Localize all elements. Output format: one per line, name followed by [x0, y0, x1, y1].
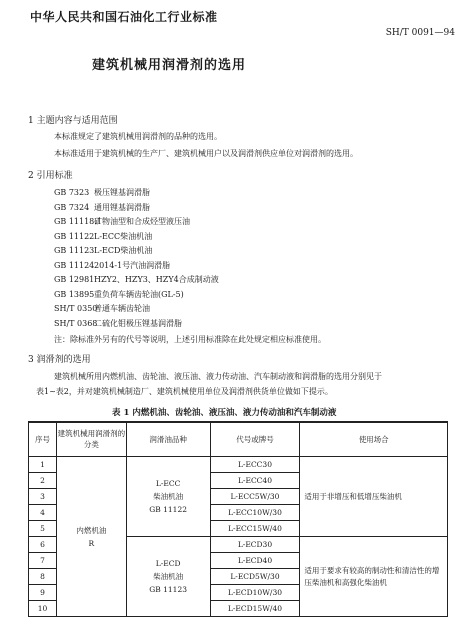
row-number: 1	[29, 457, 57, 473]
header-category: 建筑机械用润滑剂的分类	[56, 422, 126, 457]
reference-item	[54, 187, 150, 198]
row-number: 8	[29, 569, 57, 585]
lubricant-usage-table	[28, 421, 448, 617]
reference-code: GB 12981	[54, 275, 95, 284]
reference-item	[54, 245, 152, 256]
section-3-paragraph-2: 表1~表2，并对建筑机械制造厂、建筑机械使用单位及润滑剂供货单位做如下提示。	[36, 387, 333, 396]
standard-header: 中华人民共和国石油化工行业标准	[30, 10, 218, 24]
reference-code: GB 11124	[54, 260, 95, 270]
reference-item	[54, 274, 219, 285]
reference-item	[54, 260, 170, 271]
reference-name: HZY2、HZY3、HZY4合成制动液	[94, 275, 219, 284]
reference-item	[54, 303, 150, 314]
row-number: 7	[29, 553, 57, 569]
reference-name: 通用锂基润滑脂	[94, 202, 150, 212]
grade-cell: L-ECC5W/30	[210, 489, 300, 505]
row-number: 6	[29, 537, 57, 553]
row-number: 4	[29, 505, 57, 521]
reference-name: 重负荷车辆齿轮油(GL-5)	[94, 289, 184, 299]
header-serial: 序号	[29, 422, 57, 457]
row-number: 10	[29, 601, 57, 617]
reference-item	[54, 289, 184, 300]
reference-name: 极压锂基润滑脂	[94, 188, 150, 197]
reference-item	[54, 202, 150, 213]
table-row	[29, 457, 448, 473]
row-number: 3	[29, 489, 57, 505]
reference-code: GB 11123	[54, 246, 95, 255]
application-cell-ecd: 适用于要求有较高的制动性和清洁性的增压柴油机和高强化柴油机	[300, 537, 448, 617]
grade-cell: L-ECC15W/40	[210, 521, 300, 537]
grade-cell: L-ECD30	[210, 537, 300, 553]
reference-code: GB 11122	[54, 231, 95, 241]
header-grade: 代号或牌号	[210, 422, 300, 457]
grade-cell: L-ECC30	[210, 457, 300, 473]
section-1-paragraph-2: 本标准适用于建筑机械的生产厂、建筑机械用户以及润滑剂供应单位对润滑剂的选用。	[54, 149, 358, 158]
reference-item	[54, 231, 152, 242]
grade-cell: L-ECD5W/30	[210, 569, 300, 585]
section-2-heading: 2 引用标准	[28, 171, 73, 181]
standard-code: SH/T 0091—94	[385, 28, 455, 38]
reference-name: 矿物油型和合成烃型液压油	[94, 217, 190, 226]
reference-name: 2014-1号汽油润滑脂	[94, 260, 171, 270]
reference-item	[54, 318, 182, 329]
grade-cell: L-ECD15W/40	[210, 601, 300, 617]
variety-cell-ecd: L-ECD 柴油机油 GB 11123	[126, 537, 210, 617]
reference-code: GB 7324	[54, 202, 90, 212]
section-1-heading: 1 主题内容与适用范围	[28, 116, 118, 126]
reference-code: GB 7323	[54, 188, 90, 197]
row-number: 2	[29, 473, 57, 489]
reference-code: GB 11118.1	[54, 217, 102, 226]
variety-cell-ecc: L-ECC 柴油机油 GB 11122	[126, 457, 210, 537]
header-application: 使用场合	[300, 422, 448, 457]
reference-item	[54, 216, 190, 227]
application-cell-ecc: 适用于非增压和低增压柴油机	[300, 457, 448, 537]
reference-name: L-ECC柴油机油	[94, 231, 153, 241]
table-1-title: 表 1 内燃机油、齿轮油、液压油、液力传动油和汽车制动液	[112, 408, 337, 418]
reference-name: 普通车辆齿轮油	[94, 304, 150, 313]
header-variety: 润滑油品种	[126, 422, 210, 457]
document-title: 建筑机械用润滑剂的选用	[92, 58, 247, 73]
table-header-row	[29, 422, 448, 457]
reference-code: SH/T 0350	[54, 304, 98, 313]
row-number: 9	[29, 585, 57, 601]
reference-code: SH/T 0368	[54, 318, 98, 328]
category-cell: 内燃机油 R	[56, 457, 126, 617]
reference-name: 二硫化钼极压锂基润滑脂	[94, 318, 182, 328]
grade-cell: L-ECD40	[210, 553, 300, 569]
reference-name: L-ECD柴油机油	[94, 246, 153, 255]
section-3-heading: 3 润滑剂的选用	[28, 355, 91, 365]
grade-cell: L-ECC10W/30	[210, 505, 300, 521]
row-number: 5	[29, 521, 57, 537]
reference-note: 注：除标准外另有的代号等说明，上述引用标准除在此处规定相应标准使用。	[54, 335, 326, 344]
section-1-paragraph-1: 本标准规定了建筑机械用润滑剂的品种的选用。	[54, 132, 222, 141]
grade-cell: L-ECC40	[210, 473, 300, 489]
reference-code: GB 13895	[54, 289, 95, 299]
section-3-paragraph-1: 建筑机械所用内燃机油、齿轮油、液压油、液力传动油、汽车制动液和润滑脂的选用分别见于	[54, 372, 382, 381]
grade-cell: L-ECD10W/30	[210, 585, 300, 601]
